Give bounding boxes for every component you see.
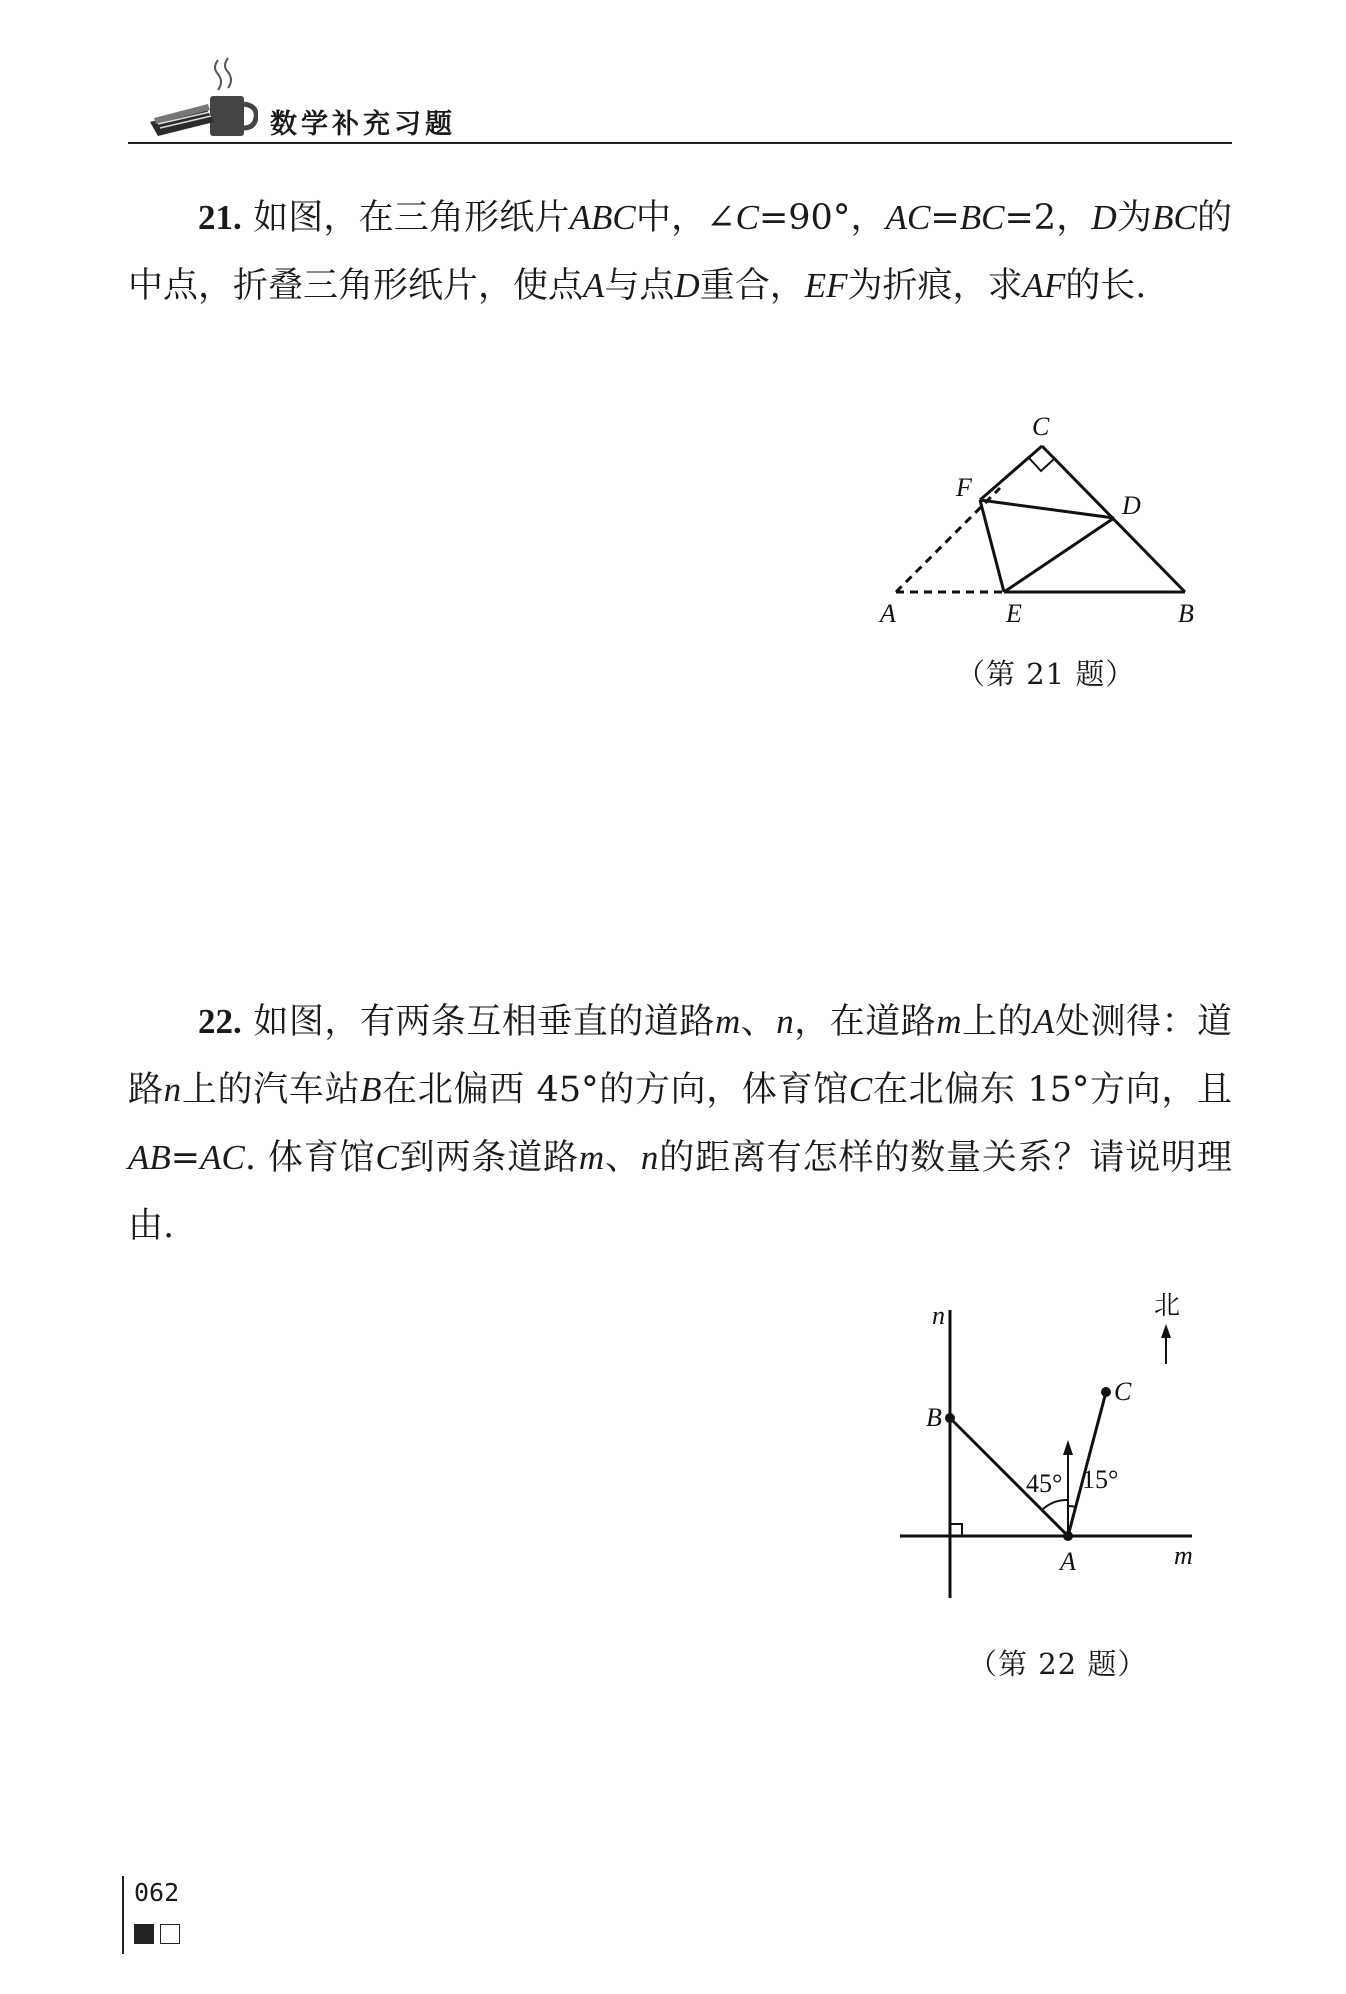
page-footer — [122, 1876, 202, 1956]
segment-cf — [980, 446, 1042, 500]
filled-square-icon — [134, 1924, 154, 1944]
right-angle-mark-c — [1029, 458, 1054, 471]
label-north: 北 — [1154, 1291, 1181, 1320]
problem-22-text: 22. 如图，有两条互相垂直的道路m、n，在道路m上的A处测得：道路n上的汽车站B在北偏西 45°的方向，体育馆C在北偏东 15°方向，且AB=AC. 体育馆C到两条道路m、n的距离有怎样的数量关系？请说明理由. — [128, 1002, 1232, 1246]
label-a: A — [880, 599, 896, 628]
page-number: 062 — [134, 1878, 180, 1907]
empty-square-icon — [160, 1924, 180, 1944]
right-angle-mark — [950, 1524, 962, 1536]
label-angle-15: 15° — [1082, 1465, 1119, 1494]
point-c — [1101, 1387, 1111, 1397]
header-title: 数学补充习题 — [270, 109, 456, 140]
label-m: m — [1174, 1541, 1193, 1570]
problem-22 — [128, 988, 1232, 1260]
angle-arc-45 — [1042, 1500, 1068, 1510]
segment-fd — [980, 500, 1114, 518]
footer-bar — [122, 1876, 124, 1954]
page-header — [128, 52, 1232, 144]
label-d: D — [1122, 491, 1141, 520]
figure-21 — [860, 400, 1220, 634]
header-divider — [128, 142, 1232, 144]
figure-22 — [880, 1280, 1220, 1614]
dashed-segment-af — [896, 488, 1000, 592]
point-a — [1063, 1531, 1073, 1541]
label-e: E — [1006, 599, 1022, 628]
figure-21-caption: （第 21 题） — [956, 657, 1136, 691]
north-arrowhead-at-a — [1063, 1440, 1073, 1455]
book-and-cup-logo-icon — [148, 56, 258, 144]
label-a: A — [1060, 1547, 1076, 1576]
label-c: C — [1032, 412, 1050, 441]
segment-ed — [1004, 518, 1114, 592]
label-angle-45: 45° — [1026, 1469, 1063, 1498]
label-n: n — [932, 1301, 945, 1330]
problem-number: 22. — [198, 1002, 242, 1041]
segment-fe — [980, 500, 1004, 592]
north-arrow-icon — [1161, 1324, 1171, 1338]
problem-21 — [128, 184, 1232, 320]
label-c: C — [1114, 1377, 1132, 1406]
figure-22-caption: （第 22 题） — [968, 1647, 1148, 1681]
problem-21-text: 21. 如图，在三角形纸片ABC中，∠C=90°，AC=BC=2，D为BC的中点，折叠三角形纸片，使点A与点D重合，EF为折痕，求AF的长. — [128, 198, 1232, 306]
segment-ac — [1068, 1392, 1106, 1536]
label-b: B — [1178, 599, 1194, 628]
point-b — [945, 1413, 955, 1423]
label-b: B — [926, 1403, 942, 1432]
angle-arc-15 — [1068, 1506, 1076, 1507]
problem-number: 21. — [198, 198, 242, 237]
label-f: F — [956, 473, 972, 502]
